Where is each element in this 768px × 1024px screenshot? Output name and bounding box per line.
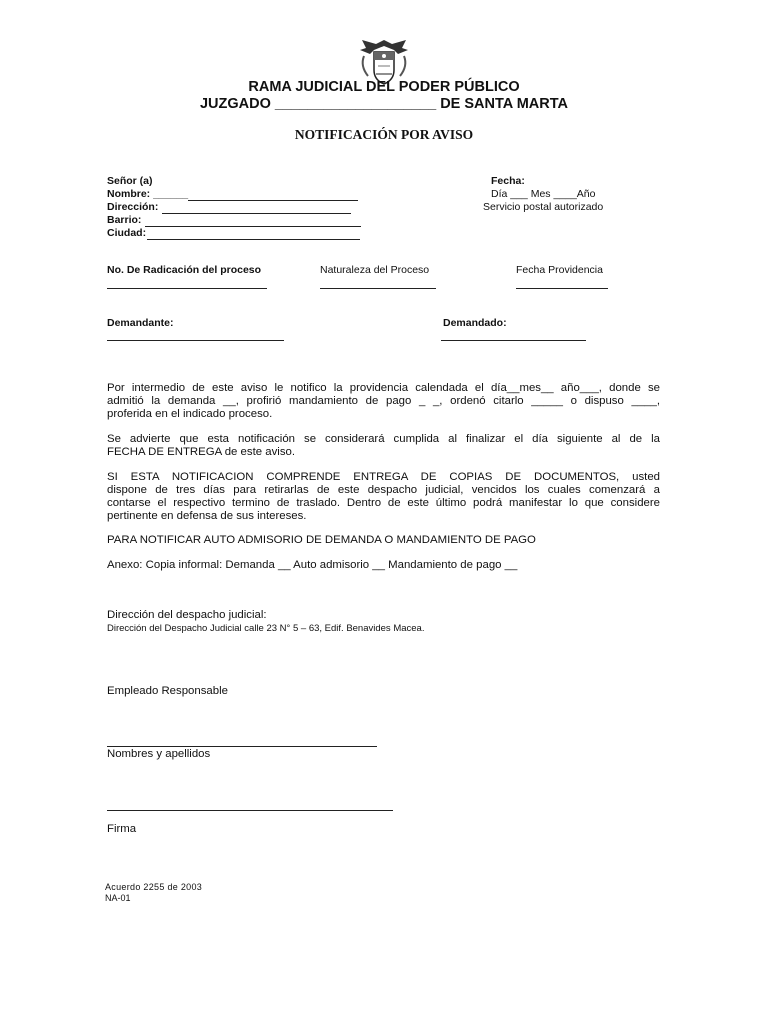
despacho-label: Dirección del despacho judicial: [107,609,267,621]
demandante-label: Demandante: [107,317,174,329]
fecha-providencia-label: Fecha Providencia [516,264,603,276]
form-code: NA-01 [105,893,131,903]
page-title: NOTIFICACIÓN POR AVISO [294,127,474,142]
firma-label: Firma [107,823,137,835]
radicacion-label: No. De Radicación del proceso [107,264,262,276]
fecha-providencia-field[interactable] [516,288,608,289]
nombres-label: Nombres y apellidos [107,748,211,760]
naturaleza-label: Naturaleza del Proceso [320,264,430,276]
paragraph-advertencia: Se advierte que esta notificación se considerará cumplida al finalizar el día siguiente al de la FECHA DE ENTREGA de este aviso. [107,433,660,458]
ciudad-label: Ciudad: [107,227,147,239]
barrio-label: Barrio: [107,214,142,226]
court-heading: RAMA JUDICIAL DEL PODER PÚBLICO [248,79,520,95]
firma-line[interactable] [107,810,393,811]
dia-mes-ano: Día ___ Mes ____Año [491,188,596,200]
naturaleza-field[interactable] [320,288,436,289]
radicacion-field[interactable] [107,288,267,289]
despacho-address: Dirección del Despacho Judicial calle 23 N° 5 – 63, Edif. Benavides Macea. [107,623,425,634]
juzgado-heading: JUZGADO ____________________ DE SANTA MARTA [199,96,569,112]
paragraph-auto-admisorio: PARA NOTIFICAR AUTO ADMISORIO DE DEMANDA O MANDAMIENTO DE PAGO [107,534,536,546]
barrio-field[interactable] [145,226,361,227]
anexo-line: Anexo: Copia informal: Demanda __ Auto admisorio __ Mandamiento de pago __ [107,559,518,571]
demandado-label: Demandado: [443,317,507,329]
paragraph-providencia: Por intermedio de este aviso le notifico la providencia calendada el día__mes__ año___, donde se admitió la demanda __, profirió mandamiento de pago _ _, ordenó citarlo _____ o dispuso ____, proferida en el indicado proceso. [107,382,660,420]
direccion-label: Dirección: [107,201,159,213]
servicio-postal: Servicio postal autorizado [483,201,604,213]
empleado-label: Empleado Responsable [107,685,228,697]
nombre-label: Nombre: ______ [107,188,189,200]
demandado-field[interactable] [441,340,586,341]
nombres-line[interactable] [107,746,377,747]
nombre-field[interactable] [188,200,358,201]
fecha-label: Fecha: [491,175,525,187]
paragraph-copias: SI ESTA NOTIFICACION COMPRENDE ENTREGA DE COPIAS DE DOCUMENTOS, usted dispone de tres días para retirarlas de este despacho judicial, vencidos los cuales comenzará a contarse el respectivo termino de traslado. Dentro de este último podrá manifestar lo que considere pertinente en defensa de sus intereses. [107,471,660,522]
direccion-field[interactable] [162,213,351,214]
ciudad-field[interactable] [147,239,360,240]
senor-label: Señor (a) [107,175,153,187]
demandante-field[interactable] [107,340,284,341]
acuerdo-footer: Acuerdo 2255 de 2003 [105,882,203,892]
